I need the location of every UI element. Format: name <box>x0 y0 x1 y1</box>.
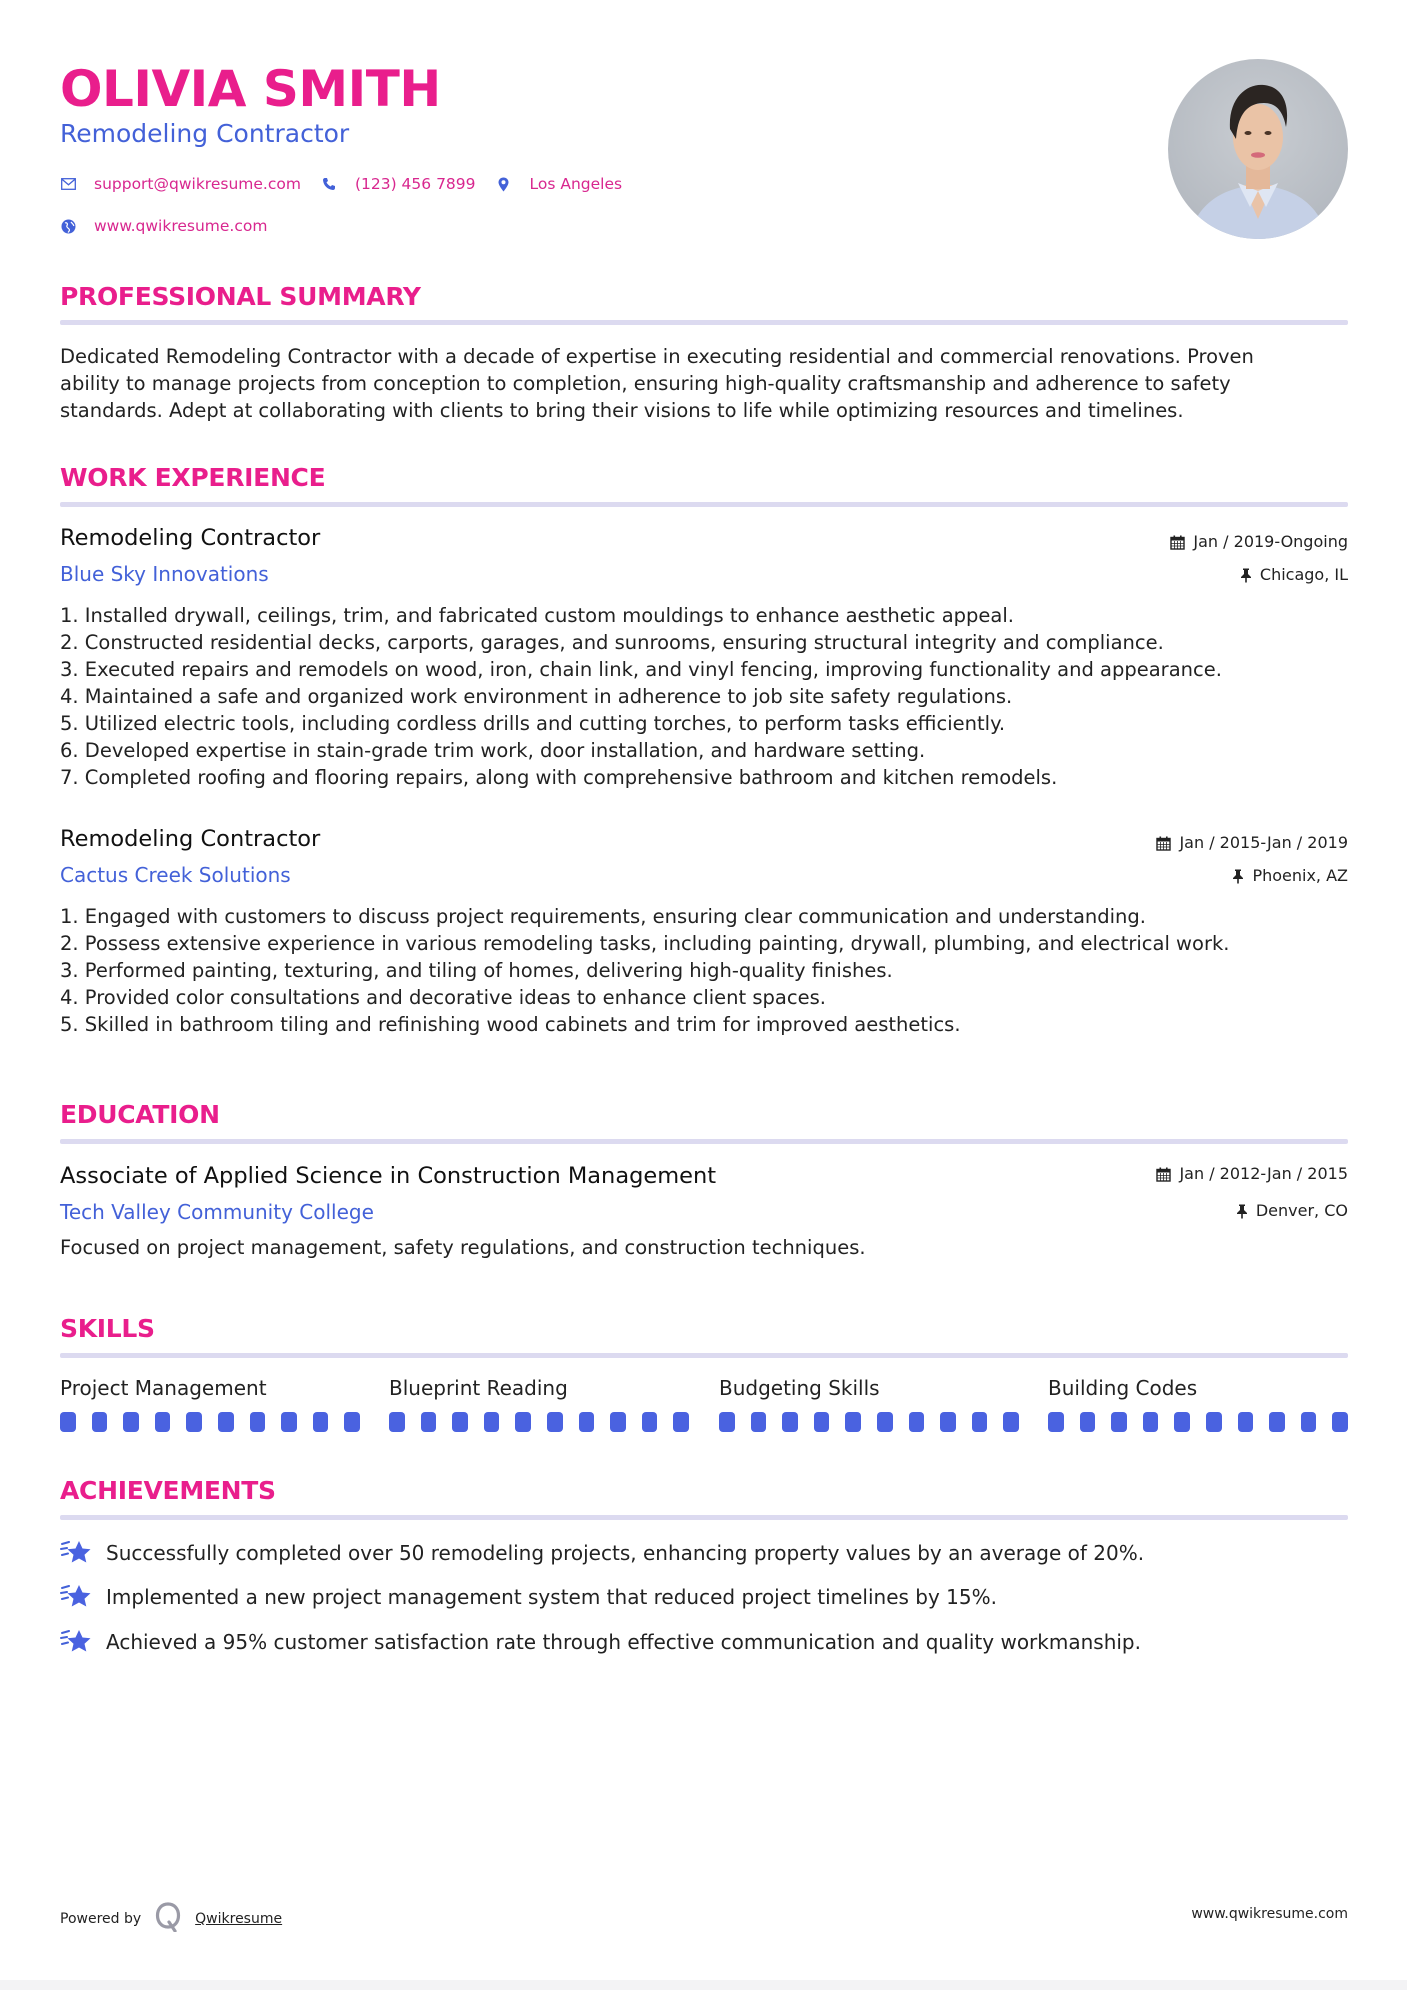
rating-dot <box>1080 1412 1096 1432</box>
job-location-text: Chicago, IL <box>1259 565 1348 584</box>
rating-dot <box>1238 1412 1254 1432</box>
pushpin-icon <box>1232 869 1244 884</box>
summary-line: ability to manage projects from conception to completion, ensuring high-quality craftsmanship and adherence to safety <box>60 372 1231 395</box>
achievement-item <box>60 1627 1141 1657</box>
shooting-star-icon <box>60 1582 92 1612</box>
job-dates <box>1170 531 1348 553</box>
job-title: Remodeling Contractor <box>60 525 321 551</box>
section-divider <box>60 1353 1348 1358</box>
section-divider <box>60 1515 1348 1520</box>
profile-photo <box>1168 59 1348 239</box>
rating-dot <box>389 1412 405 1432</box>
rating-dot <box>877 1412 893 1432</box>
candidate-title: Remodeling Contractor <box>60 119 350 148</box>
job-location <box>1232 865 1348 887</box>
contact-email[interactable]: support@qwikresume.com <box>94 175 301 193</box>
rating-dot <box>547 1412 563 1432</box>
job-bullet: 6. Developed expertise in stain-grade trim work, door installation, and hardware setting. <box>60 739 926 762</box>
rating-dot <box>1269 1412 1285 1432</box>
education-location-text: Denver, CO <box>1255 1201 1348 1220</box>
rating-dot <box>1003 1412 1019 1432</box>
job-bullet: 7. Completed roofing and flooring repairs, along with comprehensive bathroom and kitchen remodels. <box>60 766 1058 789</box>
rating-dot <box>1301 1412 1317 1432</box>
job-bullet: 1. Installed drywall, ceilings, trim, and fabricated custom mouldings to enhance aesthetic appeal. <box>60 604 1014 627</box>
rating-dot <box>1048 1412 1064 1432</box>
rating-dot <box>1111 1412 1127 1432</box>
achievement-item <box>60 1582 997 1612</box>
rating-dot <box>186 1412 202 1432</box>
rating-dot <box>1143 1412 1159 1432</box>
achievement-text: Implemented a new project management system that reduced project timelines by 15%. <box>106 1585 997 1609</box>
section-heading-skills: SKILLS <box>60 1314 155 1343</box>
page-bottom-edge <box>0 1980 1407 1990</box>
education-dates <box>1156 1163 1348 1185</box>
job-bullets <box>60 903 1350 1038</box>
education-dates-text: Jan / 2012-Jan / 2015 <box>1179 1164 1348 1183</box>
rating-dot <box>484 1412 500 1432</box>
calendar-icon <box>1156 836 1171 851</box>
map-marker-icon <box>496 176 512 192</box>
rating-dot <box>421 1412 437 1432</box>
job-bullet: 5. Skilled in bathroom tiling and refinishing wood cabinets and trim for improved aesthetics. <box>60 1013 961 1036</box>
rating-dot <box>313 1412 329 1432</box>
rating-dot <box>1174 1412 1190 1432</box>
shooting-star-icon <box>60 1627 92 1657</box>
contact-phone[interactable]: (123) 456 7899 <box>354 175 476 193</box>
skill-rating <box>389 1412 689 1432</box>
summary-text <box>60 343 1350 424</box>
job-bullet: 2. Possess extensive experience in various remodeling tasks, including painting, drywall, plumbing, and electrical work. <box>60 932 1230 955</box>
rating-dot <box>719 1412 735 1432</box>
section-heading-achievements: ACHIEVEMENTS <box>60 1476 276 1505</box>
rating-dot <box>610 1412 626 1432</box>
pushpin-icon <box>1236 1204 1248 1219</box>
education-location <box>1236 1200 1348 1222</box>
section-heading-experience: WORK EXPERIENCE <box>60 463 326 492</box>
rating-dot <box>782 1412 798 1432</box>
achievement-item <box>60 1538 1144 1568</box>
skill-item <box>389 1374 689 1432</box>
job-company: Blue Sky Innovations <box>60 562 269 586</box>
footer-powered-by <box>60 1902 282 1936</box>
footer-website[interactable]: www.qwikresume.com <box>1191 1906 1348 1922</box>
job-bullet: 1. Engaged with customers to discuss project requirements, ensuring clear communication and understanding. <box>60 905 1146 928</box>
section-divider <box>60 320 1348 325</box>
rating-dot <box>1332 1412 1348 1432</box>
rating-dot <box>642 1412 658 1432</box>
job-bullet: 3. Executed repairs and remodels on wood, iron, chain link, and vinyl fencing, improving functionality and appearance. <box>60 658 1222 681</box>
section-heading-education: EDUCATION <box>60 1100 220 1129</box>
skill-rating <box>1048 1412 1348 1432</box>
job-dates-text: Jan / 2015-Jan / 2019 <box>1179 833 1348 852</box>
job-bullet: 4. Provided color consultations and decorative ideas to enhance client spaces. <box>60 986 826 1009</box>
education-degree: Associate of Applied Science in Construction Management <box>60 1163 717 1189</box>
contact-location: Los Angeles <box>529 175 623 193</box>
qwikresume-logo-icon <box>155 1902 181 1936</box>
skill-item <box>719 1374 1019 1432</box>
job-location <box>1240 564 1348 586</box>
rating-dot <box>579 1412 595 1432</box>
candidate-name: OLIVIA SMITH <box>60 60 441 118</box>
rating-dot <box>1206 1412 1222 1432</box>
contact-website[interactable]: www.qwikresume.com <box>94 217 268 235</box>
rating-dot <box>92 1412 108 1432</box>
job-bullet: 5. Utilized electric tools, including cordless drills and cutting torches, to perform tasks efficiently. <box>60 712 1006 735</box>
phone-icon <box>321 176 337 192</box>
skill-rating <box>719 1412 1019 1432</box>
section-heading-summary: PROFESSIONAL SUMMARY <box>60 282 421 311</box>
job-bullet: 4. Maintained a safe and organized work environment in adherence to job site safety regulations. <box>60 685 1013 708</box>
rating-dot <box>218 1412 234 1432</box>
job-bullet: 3. Performed painting, texturing, and tiling of homes, delivering high-quality finishes. <box>60 959 893 982</box>
rating-dot <box>250 1412 266 1432</box>
rating-dot <box>972 1412 988 1432</box>
job-dates-text: Jan / 2019-Ongoing <box>1193 532 1348 551</box>
skill-item <box>1048 1374 1348 1432</box>
contact-row-1 <box>60 173 642 195</box>
qwikresume-link[interactable]: Qwikresume <box>195 1911 283 1927</box>
skill-rating <box>60 1412 360 1432</box>
job-location-text: Phoenix, AZ <box>1252 866 1348 885</box>
skill-item <box>60 1374 360 1432</box>
section-divider <box>60 1139 1348 1144</box>
calendar-icon <box>1170 535 1185 550</box>
envelope-icon <box>60 176 76 192</box>
rating-dot <box>281 1412 297 1432</box>
skill-name: Project Management <box>60 1376 267 1400</box>
skill-name: Blueprint Reading <box>389 1376 568 1400</box>
rating-dot <box>751 1412 767 1432</box>
job-bullets <box>60 602 1350 791</box>
rating-dot <box>845 1412 861 1432</box>
shooting-star-icon <box>60 1538 92 1568</box>
section-divider <box>60 502 1348 507</box>
pushpin-icon <box>1240 568 1252 583</box>
rating-dot <box>155 1412 171 1432</box>
education-school: Tech Valley Community College <box>60 1200 374 1224</box>
achievement-text: Achieved a 95% customer satisfaction rate through effective communication and quality workmanship. <box>106 1630 1141 1654</box>
rating-dot <box>60 1412 76 1432</box>
globe-icon <box>60 218 76 234</box>
job-title: Remodeling Contractor <box>60 826 321 852</box>
education-description: Focused on project management, safety regulations, and construction techniques. <box>60 1236 866 1259</box>
rating-dot <box>123 1412 139 1432</box>
rating-dot <box>344 1412 360 1432</box>
achievement-text: Successfully completed over 50 remodeling projects, enhancing property values by an average of 20%. <box>106 1541 1145 1565</box>
skill-name: Budgeting Skills <box>719 1376 880 1400</box>
rating-dot <box>940 1412 956 1432</box>
skill-name: Building Codes <box>1048 1376 1198 1400</box>
powered-by-label: Powered by <box>60 1911 142 1927</box>
rating-dot <box>452 1412 468 1432</box>
job-dates <box>1156 832 1348 854</box>
summary-line: Dedicated Remodeling Contractor with a decade of expertise in executing residential and commercial renovations. Proven <box>60 345 1254 368</box>
rating-dot <box>515 1412 531 1432</box>
contact-row-2 <box>60 215 287 237</box>
rating-dot <box>909 1412 925 1432</box>
summary-line: standards. Adept at collaborating with clients to bring their visions to life while optimizing resources and timelines. <box>60 399 1184 422</box>
rating-dot <box>814 1412 830 1432</box>
job-company: Cactus Creek Solutions <box>60 863 291 887</box>
calendar-icon <box>1156 1167 1171 1182</box>
rating-dot <box>673 1412 689 1432</box>
job-bullet: 2. Constructed residential decks, carports, garages, and sunrooms, ensuring structural integrity and compliance. <box>60 631 1164 654</box>
